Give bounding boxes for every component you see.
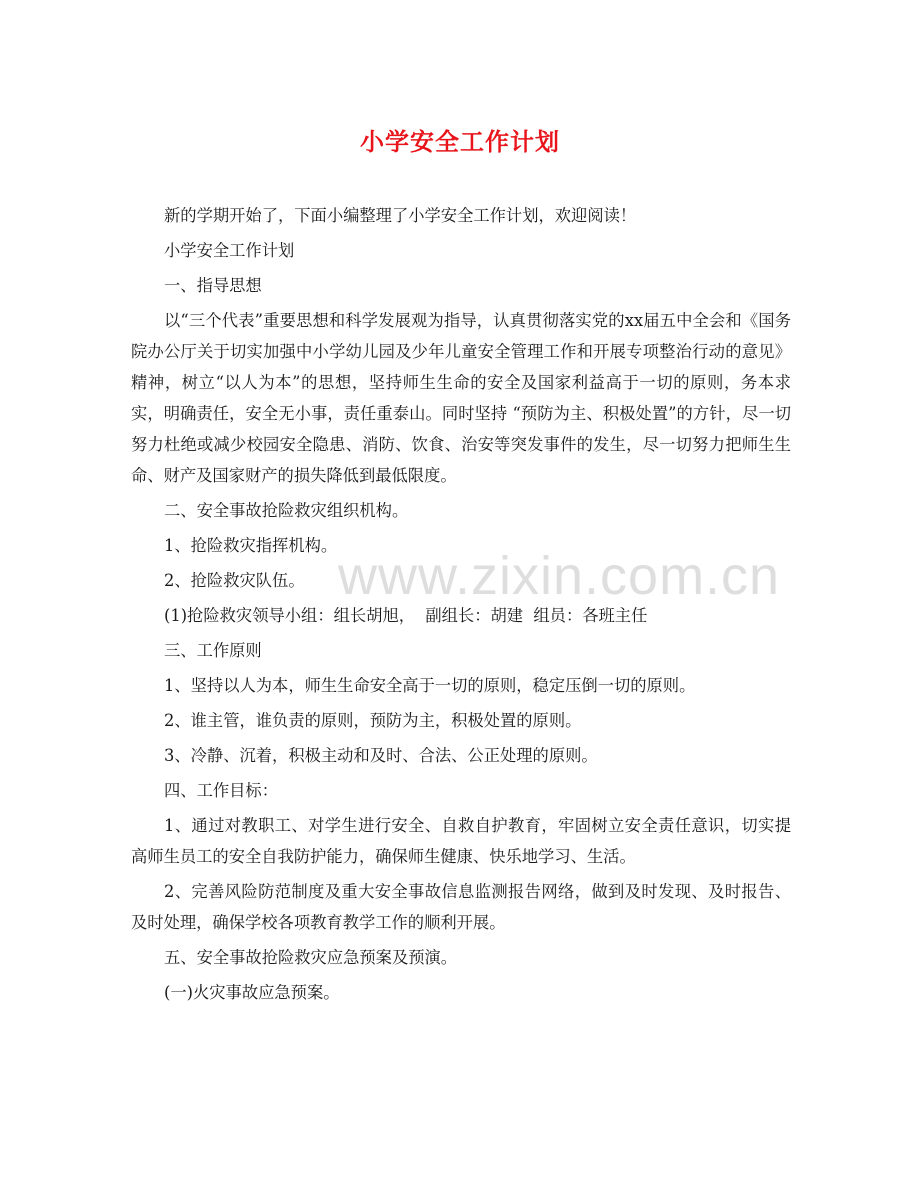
intro-paragraph: 新的学期开始了，下面小编整理了小学安全工作计划，欢迎阅读！ (164, 206, 637, 225)
section-heading-4: 四、工作目标： (164, 781, 278, 800)
section-heading-1: 一、指导思想 (164, 276, 262, 295)
section-heading-5: 五、安全事故抢险救灾应急预案及预演。 (164, 948, 458, 967)
list-item: 2、抢险救灾队伍。 (164, 571, 305, 590)
document-title: 小学安全工作计划 (360, 127, 560, 156)
list-item: (一)火灾事故应急预案。 (164, 983, 340, 1002)
list-item: 3、冷静、沉着，积极主动和及时、合法、公正处理的原则。 (164, 746, 598, 765)
section-heading-3: 三、工作原则 (164, 641, 262, 660)
section-heading-2: 二、安全事故抢险救灾组织机构。 (164, 501, 409, 520)
list-item: 1、坚持以人为本，师生生命安全高于一切的原则，稳定压倒一切的原则。 (164, 676, 696, 695)
subtitle-paragraph: 小学安全工作计划 (164, 241, 295, 260)
list-item: 2、谁主管，谁负责的原则，预防为主，积极处置的原则。 (164, 711, 582, 730)
list-item: 2、完善风险防范制度及重大安全事故信息监测报告网络，做到及时发现、及时报告、及时处理，确保学校各项教育教学工作的顺利开展。 (131, 882, 791, 932)
guiding-ideology-paragraph: 以“三个代表”重要思想和科学发展观为指导，认真贯彻落实党的xx届五中全会和《国务院办公厅关于切实加强中小学幼儿园及少年儿童安全管理工作和开展专项整治行动的意见》精神，树立“以人为本”的思想，坚持师生生命的安全及国家利益高于一切的原则，务本求实，明确责任，安全无小事，责任重泰山。同时坚持 “预防为主、积极处置”的方针，尽一切努力杜绝或减少校园安全隐患、消防、饮食、治安等突发事件的发生，尽一切努力把师生生命、财产及国家财产的损失降低到最低限度。 (131, 311, 791, 485)
document-body (131, 200, 791, 1012)
watermark-text: www.zixin.com.cn (338, 546, 781, 606)
list-item: 1、抢险救灾指挥机构。 (164, 536, 338, 555)
list-item: 1、通过对教职工、对学生进行安全、自救自护教育，牢固树立安全责任意识，切实提高师生员工的安全自我防护能力，确保师生健康、快乐地学习、生活。 (131, 816, 791, 866)
list-item: (1)抢险救灾领导小组：组长胡旭， 副组长：胡建 组员：各班主任 (164, 606, 648, 625)
